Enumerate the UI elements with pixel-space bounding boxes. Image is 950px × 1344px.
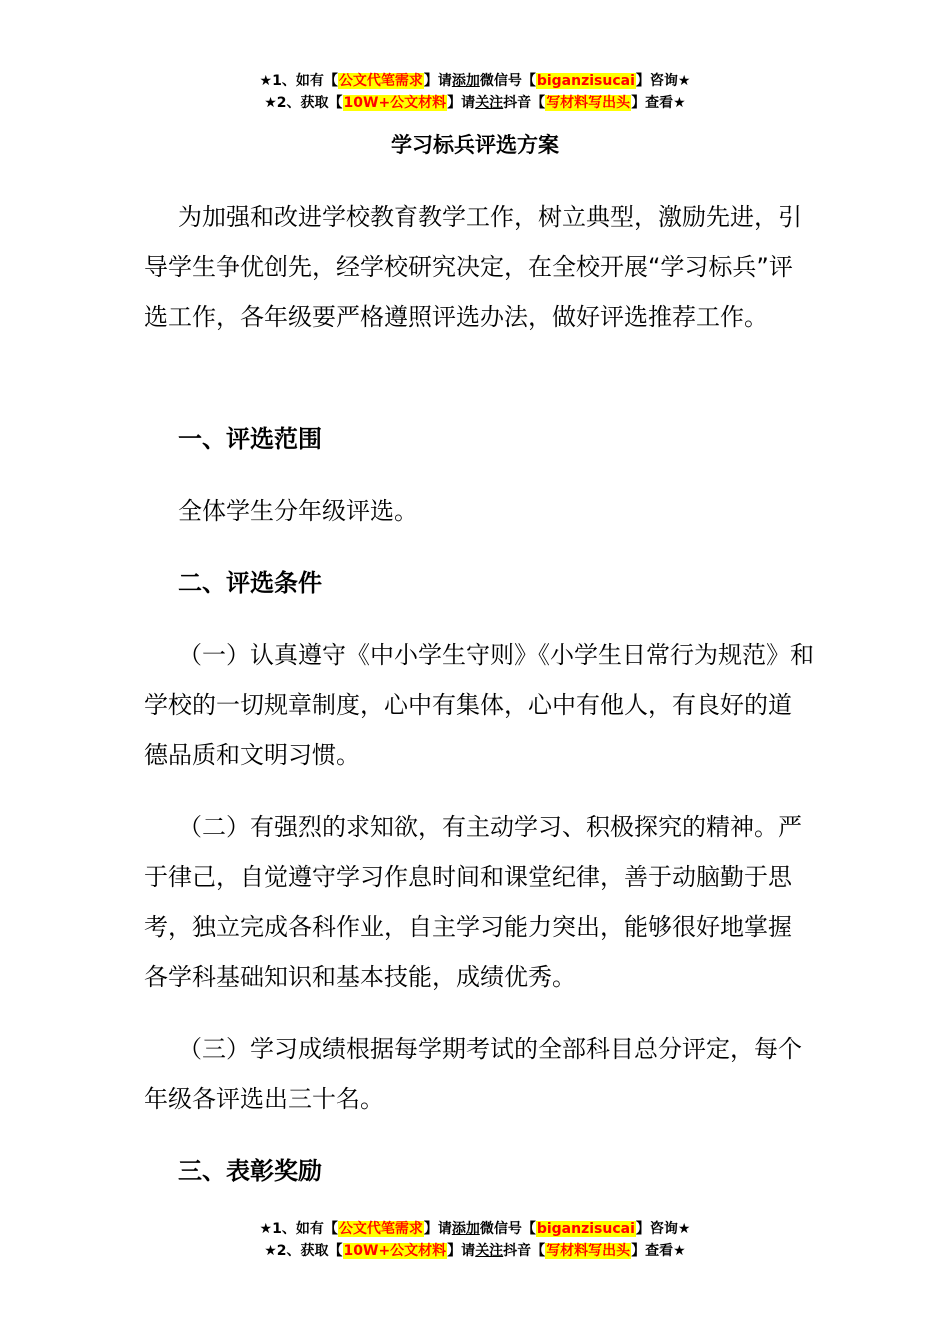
banner-text: 抖音【 — [503, 1243, 546, 1259]
banner-text: ★2、获取【 — [264, 95, 343, 111]
section-scope-body — [144, 486, 814, 536]
banner-underlined: 添加 — [451, 73, 480, 89]
banner-highlight: 写材料写出头 — [546, 1243, 631, 1259]
banner-text: 】请 — [423, 1221, 452, 1237]
banner-text: ★1、如有【 — [259, 73, 338, 89]
banner-text: 】咨询★ — [635, 1221, 691, 1237]
header-banner — [0, 70, 950, 114]
banner-highlight: 10W+公文材料 — [343, 95, 447, 111]
section-heading: 三、表彰奖励 — [178, 1157, 322, 1185]
banner-text: 】请 — [423, 73, 452, 89]
section-criteria — [144, 558, 814, 608]
section-heading: 二、评选条件 — [178, 569, 322, 597]
banner-text: 抖音【 — [503, 95, 546, 111]
banner-line-1 — [0, 1218, 950, 1240]
criteria-item-3-block — [144, 1024, 814, 1124]
banner-text: 微信号【 — [479, 73, 536, 89]
criteria-item-2: （二）有强烈的求知欲，有主动学习、积极探究的精神。严于律己，自觉遵守学习作息时间和课堂纪律，善于动脑勤于思考，独立完成各科作业，自主学习能力突出，能够很好地掌握各学科基础知识和基本技能，成绩优秀。 — [144, 813, 802, 991]
document-title: 学习标兵评选方案 — [391, 133, 559, 157]
banner-text: ★2、获取【 — [264, 1243, 343, 1259]
section-heading: 一、评选范围 — [178, 425, 322, 453]
banner-highlight: 10W+公文材料 — [343, 1243, 447, 1259]
criteria-item-1-block — [144, 630, 814, 780]
banner-underlined: 关注 — [475, 1243, 504, 1259]
intro-block — [144, 192, 814, 342]
banner-text: 】查看★ — [631, 95, 686, 111]
banner-line-1 — [0, 70, 950, 92]
section-scope — [144, 414, 814, 464]
banner-text: 】请 — [447, 95, 476, 111]
banner-line-2 — [0, 92, 950, 114]
banner-highlight: 写材料写出头 — [546, 95, 631, 111]
criteria-item-2-block — [144, 802, 814, 1002]
intro-paragraph: 为加强和改进学校教育教学工作，树立典型，激励先进，引导学生争优创先，经学校研究决定，在全校开展“学习标兵”评选工作，各年级要严格遵照评选办法，做好评选推荐工作。 — [144, 203, 802, 331]
banner-text: 】请 — [447, 1243, 476, 1259]
banner-text: 微信号【 — [479, 1221, 536, 1237]
banner-text: 】咨询★ — [635, 73, 691, 89]
banner-highlight: 公文代笔需求 — [338, 73, 423, 89]
criteria-item-3: （三）学习成绩根据每学期考试的全部科目总分评定，每个年级各评选出三十名。 — [144, 1035, 802, 1113]
section-rewards — [144, 1146, 814, 1196]
banner-highlight: 公文代笔需求 — [338, 1221, 423, 1237]
footer-banner — [0, 1218, 950, 1262]
banner-highlight: biganzisucai — [536, 73, 635, 89]
banner-underlined: 关注 — [475, 95, 504, 111]
banner-text: ★1、如有【 — [259, 1221, 338, 1237]
banner-highlight: biganzisucai — [536, 1221, 635, 1237]
section-paragraph: 全体学生分年级评选。 — [178, 497, 418, 525]
banner-text: 】查看★ — [631, 1243, 686, 1259]
banner-line-2 — [0, 1240, 950, 1262]
banner-underlined: 添加 — [451, 1221, 480, 1237]
criteria-item-1: （一）认真遵守《中小学生守则》《小学生日常行为规范》和学校的一切规章制度，心中有集体，心中有他人，有良好的道德品质和文明习惯。 — [144, 641, 814, 769]
